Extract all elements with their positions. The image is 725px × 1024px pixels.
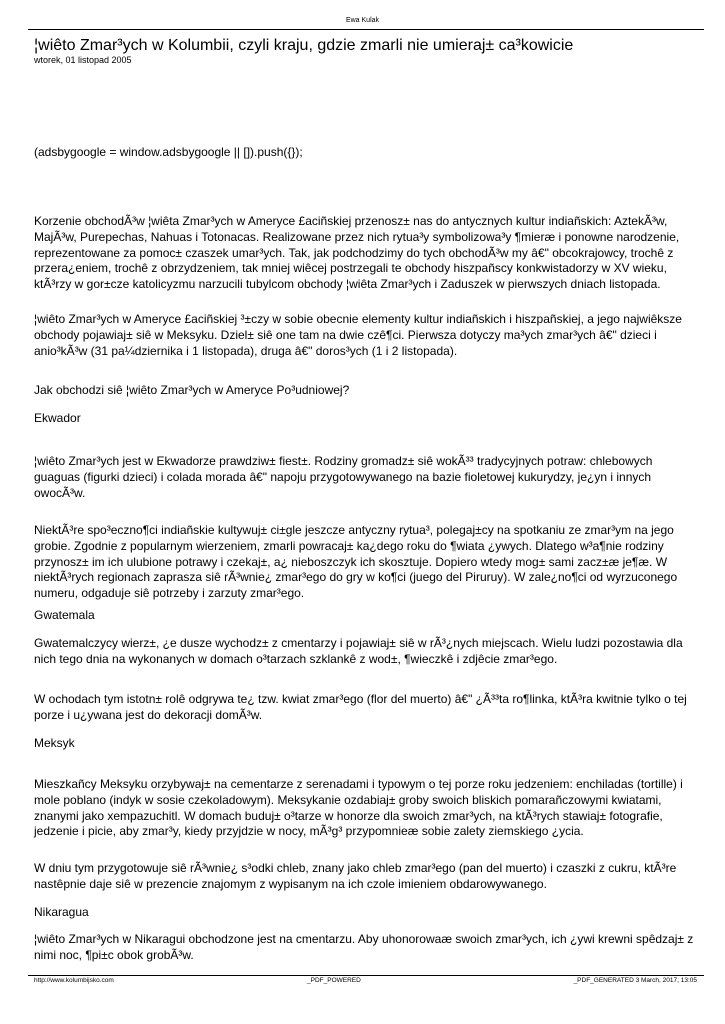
footer-powered: _PDF_POWERED	[307, 977, 361, 984]
footer-url: http://www.kolumbijsko.com	[34, 977, 114, 984]
footer-divider	[28, 975, 704, 976]
paragraph-meksyk-1: Mieszkañcy Meksyku orzybywaj± na cementarze z serenadami i typowym o tej porze roku jedzeniem: enchiladas (tortille) i mole poblano (indyk w sosie czekoladowym). Meksykanie ozdabiaj± groby swoich bliskich pomarañczowymi kwiatami, znanymi jako xempazuchitl. W domach buduj± o³tarze w honorze dla swoich zmar³ych, na ktÃ³rych stawiaj± fotografie, jedzenie i picie, aby zmar³y, kiedy przyjdzie w nocy, mÃ³g³ przypomnieæ sobie zalety ziemskiego ¿ycia.	[34, 777, 683, 839]
script-text: (adsbygoogle = window.adsbygoogle || []).push({});	[34, 145, 303, 159]
section-heading-ekwador: Ekwador	[34, 411, 81, 425]
question-heading: Jak obchodzi siê ¦wiêto Zmar³ych w Ameryce Po³udniowej?	[34, 383, 350, 397]
paragraph-nikaragua: ¦wiêto Zmar³ych w Nikaragui obchodzone jest na cmentarzu. Aby uhonorowaæ swoich zmar³ych, ich ¿ywi krewni spêdzaj± z nimi noc, ¶pi±c obok grobÃ³w.	[34, 932, 694, 962]
paragraph-gwatemala-1: Gwatemalczycy wierz±, ¿e dusze wychodz± z cmentarzy i pojawiaj± siê w rÃ³¿nych miejscach. Wielu ludzi pozostawia dla nich tego dnia na wykonanych w domach o³tarzach szklankê z wod±, ¶wieczkê i zdjêcie zmar³ego.	[34, 636, 683, 666]
article-title: ¦wiêto Zmar³ych w Kolumbii, czyli kraju, gdzie zmarli nie umieraj± ca³kowicie	[34, 37, 574, 54]
paragraph-gwatemala-2: W ochodach tym istotn± rolê odgrywa te¿ tzw. kwiat zmar³ego (flor del muerto) â€" ¿Ã³³ta ro¶linka, ktÃ³ra kwitnie tylko o tej porze i u¿ywana jest do dekoracji domÃ³w.	[34, 692, 687, 722]
paragraph-ekwador-2: NiektÃ³re spo³eczno¶ci indiañskie kultywuj± ci±gle jeszcze antyczny rytua³, polegaj±cy na spotkaniu ze zmar³ym na jego grobie. Zgodnie z popularnym wierzeniem, zmarli powracaj± ka¿dego roku do ¶wiata ¿ywych. Dlatego w³a¶nie rodziny przynosz± im ich ulubione potrawy i czekaj±, a¿ nieboszczyk ich skosztuje. Dopiero wtedy mog± sami zacz±æ je¶æ. W niektÃ³rych regionach zaprasza siê rÃ³wnie¿ zmar³ego do gry w ko¶ci (juego del Piruruy). W zale¿no¶ci od wyrzuconego numeru, odgaduje siê potrzeby i zarzuty zmar³ego.	[34, 523, 678, 601]
paragraph-intro: Korzenie obchodÃ³w ¦wiêta Zmar³ych w Ameryce £aciñskiej przenosz± nas do antycznych kultur indiañskich: AztekÃ³w, MajÃ³w, Purepechas, Nahuas i Totonacas. Realizowane przez nich rytua³y symbolizowa³y ¶mieræ i ponowne narodzenie, reprezentowane za pomoc± czaszek umar³ych. Tak, jak podchodzimy do tych obchodÃ³w my â€" obcokrajowcy, trochê z przera¿eniem, trochê z obrzydzeniem, tak mniej wiêcej postrzegali te obchody hiszpañscy konkwistadorzy w XV wieku, ktÃ³rzy w gor±cze katolicyzmu narzucili tubylcom obchody ¦wiêta Zmar³ych i Zaduszek w pierwszych dniach listopada.	[34, 214, 680, 292]
header-divider	[28, 29, 704, 30]
section-heading-meksyk: Meksyk	[34, 736, 75, 750]
footer-generated: _PDF_GENERATED 3 March, 2017, 13:05	[573, 977, 697, 984]
article-date: wtorek, 01 listopad 2005	[34, 55, 132, 65]
header-author: Ewa Kulak	[345, 17, 380, 24]
paragraph-ekwador-1: ¦wiêto Zmar³ych jest w Ekwadorze prawdziw± fiest±. Rodziny gromadz± siê wokÃ³³ tradycyjnych potraw: chlebowych guaguas (figurki dzieci) i colada morada â€" napoju przygotowywanego na bazie fioletowej kukurydzy, je¿yn i innych owocÃ³w.	[34, 454, 653, 500]
paragraph-overview: ¦wiêto Zmar³ych w Ameryce £aciñskiej ³±czy w sobie obecnie elementy kultur indiañskich i hiszpañskiej, a jego najwiêksze obchody pojawiaj± siê w Meksyku. Dziel± siê one tam na dwie czê¶ci. Pierwsza dotyczy ma³ych zmar³ych â€" dzieci i anio³kÃ³w (31 pa¼dziernika i 1 listopada), druga â€" doros³ych (1 i 2 listopada).	[34, 312, 682, 358]
section-heading-gwatemala: Gwatemala	[34, 608, 95, 622]
paragraph-meksyk-2: W dniu tym przygotowuje siê rÃ³wnie¿ s³odki chleb, znany jako chleb zmar³ego (pan del muerto) i czaszki z cukru, ktÃ³re nastêpnie daje siê w prezencie znajomym z wypisanym na ich czole imieniem obdarowywanego.	[34, 861, 677, 891]
section-heading-nikaragua: Nikaragua	[34, 905, 89, 919]
